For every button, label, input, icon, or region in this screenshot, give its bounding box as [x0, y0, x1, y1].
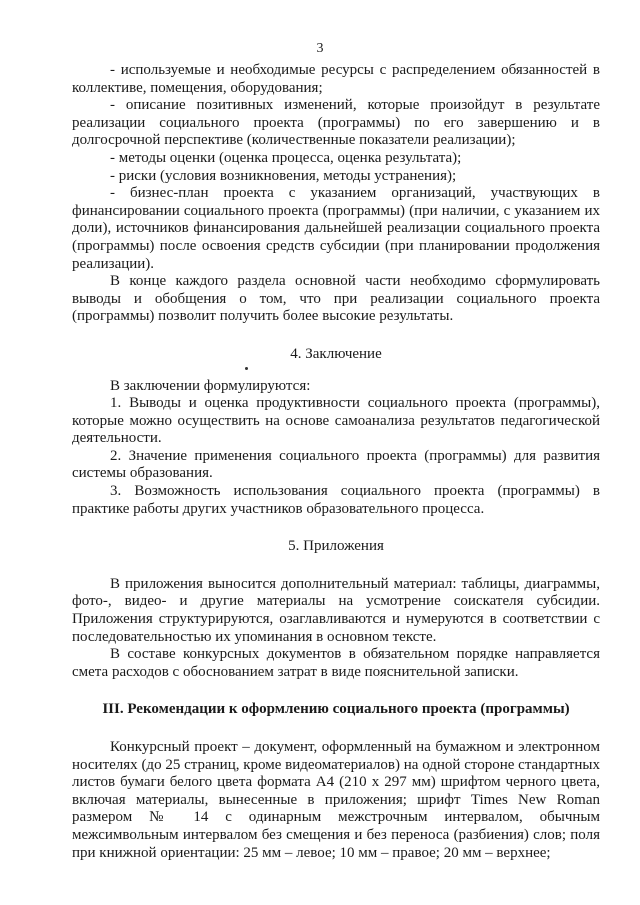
list-item: - описание позитивных изменений, которые произойдут в результате реализации социального проекта (программы) по его завершению и в долгосрочной перспективе (количественные показатели реализации); [72, 97, 600, 149]
main-conclusion-note: В конце каждого раздела основной части необходимо сформулировать выводы и обобщения о том, что при реализации социального проекта (программы) позволит получить более высокие результаты. [72, 273, 600, 325]
section-4-title: 4. Заключение [290, 345, 382, 362]
section-4-intro: В заключении формулируются: [110, 377, 311, 394]
list-item: - используемые и необходимые ресурсы с распределением обязанностей в коллективе, помещения, оборудования; [72, 62, 600, 96]
section-4-item: 3. Возможность использования социального проекта (программы) в практике работы других участников образовательного процесса. [72, 483, 600, 517]
section-4-item: 1. Выводы и оценка продуктивности социального проекта (программы), которые можно осуществить на основе самоанализа результатов педагогической деятельности. [72, 395, 600, 447]
section-5-title: 5. Приложения [288, 538, 384, 555]
stray-mark [245, 367, 248, 370]
list-item: - бизнес-план проекта с указанием организаций, участвующих в финансировании социального проекта (программы) (при наличии, с указанием их доли), источников финансирования дальнейшей реализации социального проекта (программы) после освоения средств субсидии (при планировании продолжения реализации). [72, 185, 600, 272]
section-3-paragraph: Конкурсный проект – документ, оформленный на бумажном и электронном носителях (до 25 страниц, кроме видеоматериалов) на одной стороне стандартных листов бумаги белого цвета формата А4 (210 х 297 мм) шрифтом черного цвета, включая материалы, вынесенные в приложения; шрифт Times New Roman размером № 14 с одинарным межстрочным интервалом, обычным межсимвольным интервалом без смещения и без переноса (разбиения) слов; поля при книжной ориентации: 25 мм – левое; 10 мм – правое; 20 мм – верхнее; [72, 739, 600, 861]
list-item: - риски (условия возникновения, методы устранения); [110, 167, 457, 184]
section-4-item: 2. Значение применения социального проекта (программы) для развития системы образования. [72, 447, 600, 482]
body-text [72, 62, 600, 862]
page-number: 3 [316, 41, 324, 56]
section-3-title: III. Рекомендации к оформлению социального проекта (программы) [102, 701, 570, 718]
section-5-paragraph: В приложения выносится дополнительный материал: таблицы, диаграммы, фото-, видео- и другие материалы на усмотрение соискателя субсидии. Приложения структурируются, озаглавливаются и нумеруются в соответствии с последовательностью их упоминания в основном тексте. [72, 575, 600, 645]
list-item: - методы оценки (оценка процесса, оценка результата); [110, 149, 462, 166]
section-5-paragraph: В составе конкурсных документов в обязательном порядке направляется смета расходов с обоснованием затрат в виде пояснительной записки. [72, 646, 600, 680]
